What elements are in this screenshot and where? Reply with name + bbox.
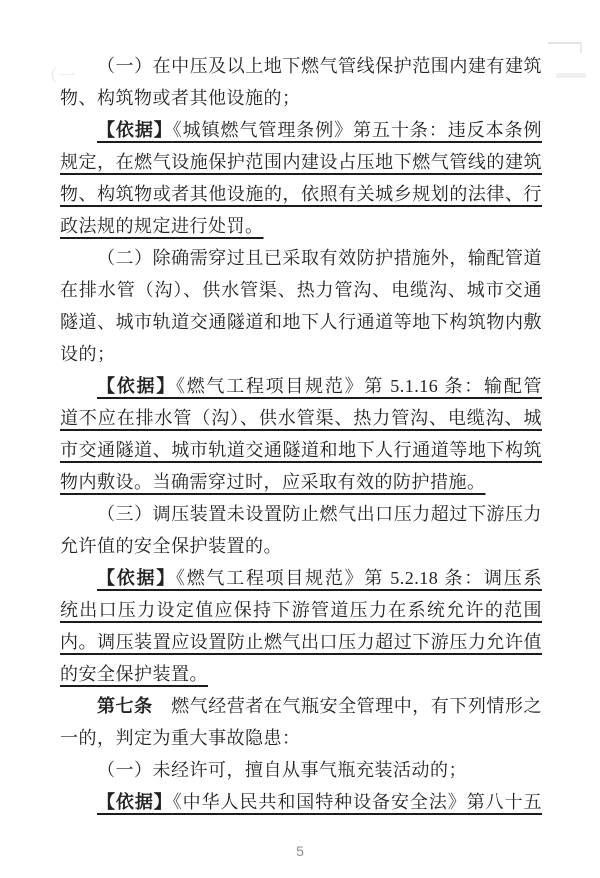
text-line <box>60 402 542 434</box>
text-segment: 政法规的规定进行处罚。 <box>60 216 264 236</box>
text-segment: （二）除确需穿过且已采取有效防护措施外，输配管道 <box>97 248 542 268</box>
scan-artifact <box>548 42 582 53</box>
text-segment: （三）调压装置未设置防止燃气出口压力超过下游压力 <box>97 504 542 524</box>
text-line <box>60 530 542 562</box>
text-segment: （一）在中压及以上地下燃气管线保护范围内建有建筑 <box>97 56 542 76</box>
bold-text-segment: 【依据】 <box>97 120 173 140</box>
text-segment: 燃气经营者在气瓶安全管理中，有下列情形之 <box>152 696 543 716</box>
paragraph-basis-3 <box>60 562 542 690</box>
paragraph-basis-7-1 <box>60 786 542 818</box>
text-segment: 一的，判定为重大事故隐患： <box>60 728 301 748</box>
text-line <box>60 466 542 498</box>
text-line <box>60 210 542 242</box>
text-line <box>60 178 542 210</box>
bold-text-segment: 第七条 <box>97 696 153 716</box>
paragraph-basis-2 <box>60 370 542 498</box>
text-line <box>60 370 542 402</box>
paragraph-article-7 <box>60 690 542 754</box>
text-segment: 在排水管（沟）、供水管渠、热力管沟、电缆沟、城市交通 <box>60 280 542 300</box>
text-segment: 隧道、城市轨道交通隧道和地下人行通道等地下构筑物内敷 <box>60 312 542 332</box>
text-line <box>60 722 542 754</box>
text-segment: 物、构筑物或者其他设施的，依照有关城乡规划的法律、行 <box>60 184 542 204</box>
text-segment: 设的； <box>60 344 116 364</box>
text-segment: 统出口压力设定值应保持下游管道压力在系统允许的范围 <box>60 600 542 620</box>
text-line <box>60 274 542 306</box>
page-number: 5 <box>296 843 304 859</box>
scan-artifact <box>556 73 586 78</box>
paragraph-item-1 <box>60 50 542 114</box>
paragraph-item-7-1 <box>60 754 542 786</box>
text-line <box>60 498 542 530</box>
text-line <box>60 82 542 114</box>
text-line <box>60 594 542 626</box>
scan-ghost-artifact: （一 <box>40 66 76 86</box>
text-segment: 《燃气工程项目规范》第 5.2.18 条：调压系 <box>175 568 542 588</box>
text-line <box>60 562 542 594</box>
text-line <box>60 338 542 370</box>
bold-text-segment: 【依据】 <box>97 792 173 812</box>
text-line <box>60 434 542 466</box>
text-line <box>60 242 542 274</box>
text-segment: 市交通隧道、城市轨道交通隧道和地下人行通道等地下构筑 <box>60 440 542 460</box>
text-line <box>60 626 542 658</box>
text-line <box>60 306 542 338</box>
text-segment: 内。调压装置应设置防止燃气出口压力超过下游压力允许值 <box>60 632 542 652</box>
text-segment: 物、构筑物或者其他设施的； <box>60 88 301 108</box>
text-segment: 物内敷设。当确需穿过时，应采取有效的防护措施。 <box>60 472 486 492</box>
bold-text-segment: 【依据】 <box>97 568 176 588</box>
text-segment: （一）未经许可，擅自从事气瓶充装活动的； <box>97 760 467 780</box>
text-line <box>60 754 542 786</box>
text-segment: 允许值的安全保护装置的。 <box>60 536 282 556</box>
paragraph-item-3 <box>60 498 542 562</box>
bold-text-segment: 【依据】 <box>97 376 176 396</box>
text-line <box>60 146 542 178</box>
document-body <box>60 50 542 818</box>
text-line <box>60 786 542 818</box>
text-segment: 的安全保护装置。 <box>60 664 208 684</box>
text-line <box>60 114 542 146</box>
text-line <box>60 50 542 82</box>
text-segment: 《燃气工程项目规范》第 5.1.16 条：输配管 <box>175 376 542 396</box>
text-segment: 道不应在排水管（沟）、供水管渠、热力管沟、电缆沟、城 <box>60 408 542 428</box>
text-line <box>60 690 542 722</box>
text-segment: 《中华人民共和国特种设备安全法》第八十五 <box>172 792 543 812</box>
text-segment: 《城镇燃气管理条例》第五十条：违反本条例 <box>172 120 543 140</box>
paragraph-item-2 <box>60 242 542 370</box>
paragraph-basis-1 <box>60 114 542 242</box>
text-segment: 规定，在燃气设施保护范围内建设占压地下燃气管线的建筑 <box>60 152 542 172</box>
text-line <box>60 658 542 690</box>
